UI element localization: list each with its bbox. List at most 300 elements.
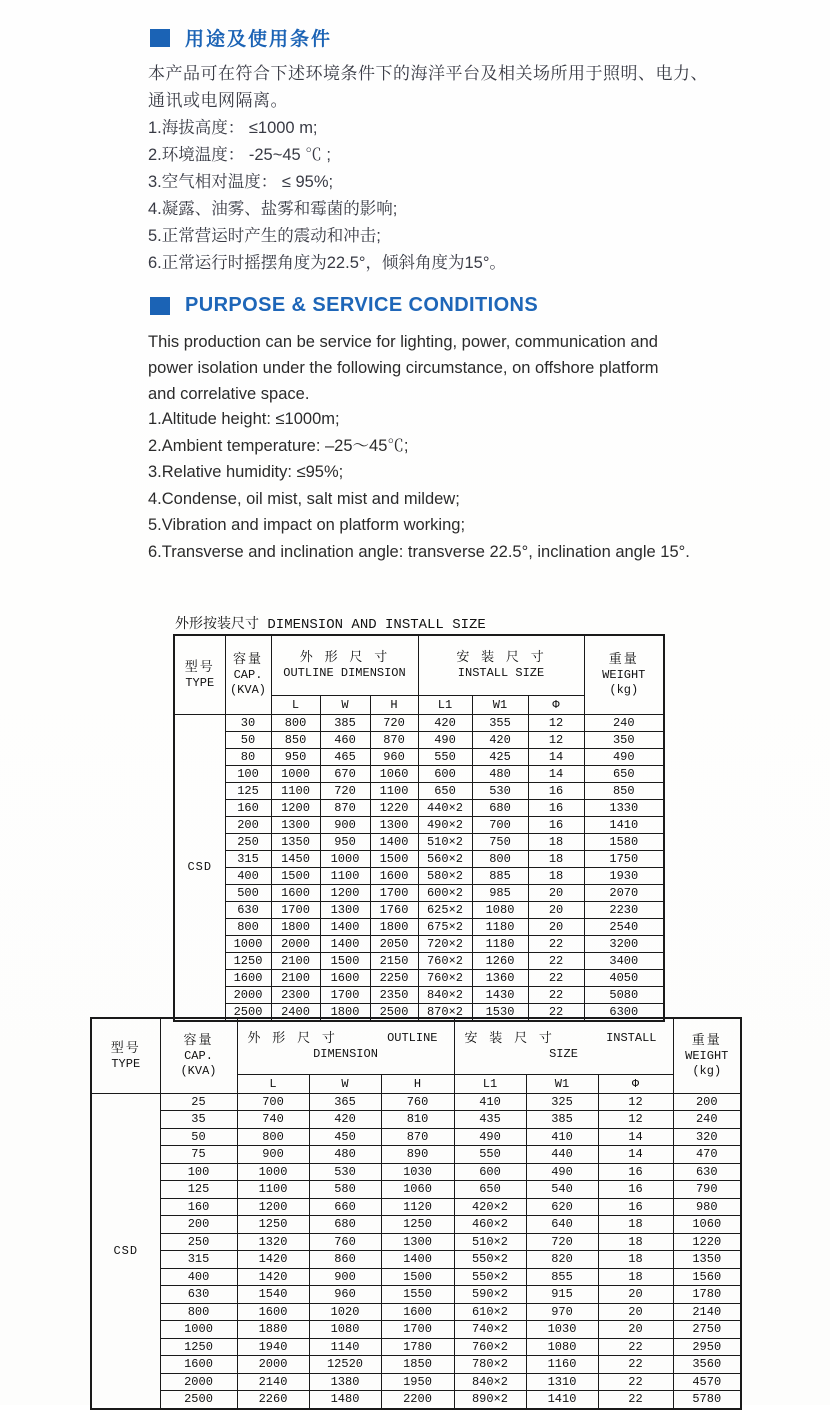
data-cell: 1800	[320, 1003, 370, 1021]
data-cell: 1140	[309, 1338, 381, 1356]
data-cell: 1600	[271, 884, 320, 901]
blue-square-bullet-icon	[150, 29, 170, 47]
data-cell: 2140	[237, 1373, 309, 1391]
data-cell: 2300	[271, 986, 320, 1003]
data-cell: 680	[472, 799, 528, 816]
data-cell: 410	[454, 1093, 526, 1111]
data-cell: 1450	[271, 850, 320, 867]
th-type: 型号 TYPE	[174, 635, 225, 714]
th-weight: 重量 WEIGHT (kg)	[673, 1018, 741, 1093]
data-cell: 2100	[271, 952, 320, 969]
data-cell: 460×2	[454, 1216, 526, 1234]
data-cell: 5080	[584, 986, 664, 1003]
data-cell: 1400	[320, 918, 370, 935]
th-W1: W1	[526, 1074, 598, 1093]
data-cell: 12520	[309, 1356, 381, 1374]
condition-item-cn: 5.正常营运时产生的震动和冲击;	[148, 227, 381, 245]
data-cell: 1030	[526, 1321, 598, 1339]
table-row	[174, 816, 664, 833]
data-cell: 1180	[472, 935, 528, 952]
data-cell: 325	[526, 1093, 598, 1111]
data-cell: 800	[160, 1303, 237, 1321]
data-cell: 75	[160, 1146, 237, 1164]
data-cell: 20	[598, 1286, 673, 1304]
table-row	[174, 799, 664, 816]
data-cell: 890×2	[454, 1391, 526, 1409]
table-row	[174, 918, 664, 935]
data-cell: 1760	[370, 901, 418, 918]
data-cell: 2950	[673, 1338, 741, 1356]
table-row	[91, 1128, 741, 1146]
data-cell: 950	[271, 748, 320, 765]
data-cell: 1330	[584, 799, 664, 816]
data-cell: 80	[225, 748, 271, 765]
data-cell: 465	[320, 748, 370, 765]
data-cell: 1360	[472, 969, 528, 986]
data-cell: 1100	[271, 782, 320, 799]
data-cell: 1350	[271, 833, 320, 850]
data-cell: 440	[526, 1146, 598, 1164]
data-cell: 18	[598, 1251, 673, 1269]
condition-item-en: 3.Relative humidity: ≤95%;	[148, 463, 344, 481]
data-cell: 840×2	[454, 1373, 526, 1391]
data-cell: 600	[418, 765, 472, 782]
table-row	[91, 1198, 741, 1216]
data-cell: 740	[237, 1111, 309, 1129]
data-cell: 650	[584, 765, 664, 782]
condition-item-cn: 6.正常运行时摇摆角度为22.5°，倾斜角度为15°。	[148, 254, 506, 272]
data-cell: 1550	[381, 1286, 454, 1304]
data-cell: 900	[237, 1146, 309, 1164]
data-cell: 18	[598, 1216, 673, 1234]
data-cell: 530	[472, 782, 528, 799]
data-cell: 16	[528, 799, 584, 816]
data-cell: 670	[320, 765, 370, 782]
th-install-size: 安 装 尺 寸 INSTALL SIZE	[454, 1018, 673, 1074]
data-cell: 18	[528, 867, 584, 884]
data-cell: 2260	[237, 1391, 309, 1409]
data-cell: 980	[673, 1198, 741, 1216]
table-row	[91, 1303, 741, 1321]
data-cell: 1350	[673, 1251, 741, 1269]
th-L: L	[271, 695, 320, 714]
th-W: W	[320, 695, 370, 714]
data-cell: 530	[309, 1163, 381, 1181]
data-cell: 800	[472, 850, 528, 867]
data-cell: 1080	[472, 901, 528, 918]
data-cell: 885	[472, 867, 528, 884]
data-cell: 16	[598, 1163, 673, 1181]
paragraph-en: This production can be service for lighting, power, communication and power isolation under the following circumstance, on offshore platform and correlative space.	[148, 333, 659, 403]
type-value-cell: CSD	[174, 714, 225, 1021]
data-cell: 1420	[237, 1268, 309, 1286]
data-cell: 20	[528, 918, 584, 935]
data-cell: 600	[454, 1163, 526, 1181]
data-cell: 100	[225, 765, 271, 782]
data-cell: 20	[598, 1321, 673, 1339]
data-cell: 480	[472, 765, 528, 782]
data-cell: 315	[160, 1251, 237, 1269]
data-cell: 16	[528, 782, 584, 799]
th-outline-dimension: 外 形 尺 寸 OUTLINE DIMENSION	[271, 635, 418, 695]
data-cell: 1200	[320, 884, 370, 901]
dimension-table-2	[90, 1017, 742, 1410]
type-value-cell: CSD	[91, 1093, 160, 1409]
data-cell: 3200	[584, 935, 664, 952]
table-row	[174, 867, 664, 884]
data-cell: 2000	[237, 1356, 309, 1374]
data-cell: 1400	[370, 833, 418, 850]
data-cell: 100	[160, 1163, 237, 1181]
data-cell: 1200	[237, 1198, 309, 1216]
data-cell: 800	[225, 918, 271, 935]
data-cell: 600×2	[418, 884, 472, 901]
table-row	[91, 1216, 741, 1234]
table-row	[174, 765, 664, 782]
th-L1: L1	[454, 1074, 526, 1093]
data-cell: 1560	[673, 1268, 741, 1286]
data-cell: 1300	[320, 901, 370, 918]
data-cell: 700	[237, 1093, 309, 1111]
data-cell: 810	[381, 1111, 454, 1129]
data-cell: 1220	[370, 799, 418, 816]
data-cell: 1750	[584, 850, 664, 867]
data-cell: 1700	[381, 1321, 454, 1339]
section-heading-cn	[150, 24, 332, 51]
th-capacity: 容量 CAP. (KVA)	[160, 1018, 237, 1093]
data-cell: 160	[160, 1198, 237, 1216]
data-cell: 1430	[472, 986, 528, 1003]
data-cell: 1250	[381, 1216, 454, 1234]
data-cell: 460	[320, 731, 370, 748]
data-cell: 1600	[320, 969, 370, 986]
table-row	[174, 986, 664, 1003]
data-cell: 18	[528, 833, 584, 850]
data-cell: 320	[673, 1128, 741, 1146]
data-cell: 1420	[237, 1251, 309, 1269]
data-cell: 490×2	[418, 816, 472, 833]
data-cell: 1200	[271, 799, 320, 816]
data-cell: 1530	[472, 1003, 528, 1021]
data-cell: 1100	[320, 867, 370, 884]
data-cell: 960	[370, 748, 418, 765]
data-cell: 4050	[584, 969, 664, 986]
paragraph-cn: 本产品可在符合下述环境条件下的海洋平台及相关场所用于照明、电力、通讯或电网隔离。	[148, 64, 708, 110]
data-cell: 950	[320, 833, 370, 850]
data-cell: 315	[225, 850, 271, 867]
data-cell: 490	[526, 1163, 598, 1181]
data-cell: 780×2	[454, 1356, 526, 1374]
data-cell: 1540	[237, 1286, 309, 1304]
data-cell: 1800	[271, 918, 320, 935]
data-cell: 1000	[271, 765, 320, 782]
data-cell: 1480	[309, 1391, 381, 1409]
data-cell: 12	[528, 731, 584, 748]
data-cell: 640	[526, 1216, 598, 1234]
data-cell: 420	[309, 1111, 381, 1129]
table-row	[91, 1146, 741, 1164]
conditions-list-en	[148, 406, 690, 565]
data-cell: 200	[225, 816, 271, 833]
th-weight: 重量 WEIGHT (kg)	[584, 635, 664, 714]
data-cell: 820	[526, 1251, 598, 1269]
data-cell: 630	[160, 1286, 237, 1304]
data-cell: 2140	[673, 1303, 741, 1321]
table-row	[174, 748, 664, 765]
data-cell: 410	[526, 1128, 598, 1146]
blue-square-bullet-icon	[150, 297, 170, 315]
data-cell: 2000	[271, 935, 320, 952]
data-cell: 700	[472, 816, 528, 833]
table-row	[91, 1093, 741, 1111]
data-cell: 1800	[370, 918, 418, 935]
data-cell: 870	[381, 1128, 454, 1146]
data-cell: 960	[309, 1286, 381, 1304]
data-cell: 5780	[673, 1391, 741, 1409]
table-row	[174, 714, 664, 731]
table-row	[174, 884, 664, 901]
data-cell: 1310	[526, 1373, 598, 1391]
table-row	[174, 901, 664, 918]
data-cell: 22	[528, 952, 584, 969]
data-cell: 1780	[673, 1286, 741, 1304]
data-cell: 12	[528, 714, 584, 731]
data-cell: 590×2	[454, 1286, 526, 1304]
data-cell: 1400	[381, 1251, 454, 1269]
data-cell: 470	[673, 1146, 741, 1164]
data-cell: 800	[237, 1128, 309, 1146]
table-row	[174, 731, 664, 748]
data-cell: 500	[225, 884, 271, 901]
data-cell: 22	[528, 969, 584, 986]
data-cell: 1250	[160, 1338, 237, 1356]
data-cell: 1930	[584, 867, 664, 884]
data-cell: 680	[309, 1216, 381, 1234]
data-cell: 1060	[370, 765, 418, 782]
th-L1: L1	[418, 695, 472, 714]
data-cell: 1700	[271, 901, 320, 918]
data-cell: 760×2	[418, 969, 472, 986]
data-cell: 970	[526, 1303, 598, 1321]
data-cell: 800	[271, 714, 320, 731]
data-cell: 660	[309, 1198, 381, 1216]
data-cell: 2150	[370, 952, 418, 969]
data-cell: 14	[528, 748, 584, 765]
data-cell: 435	[454, 1111, 526, 1129]
data-cell: 720	[370, 714, 418, 731]
data-cell: 760×2	[454, 1338, 526, 1356]
data-cell: 1600	[237, 1303, 309, 1321]
data-cell: 985	[472, 884, 528, 901]
data-cell: 1080	[526, 1338, 598, 1356]
data-cell: 1780	[381, 1338, 454, 1356]
data-cell: 855	[526, 1268, 598, 1286]
data-cell: 1700	[370, 884, 418, 901]
data-cell: 1220	[673, 1233, 741, 1251]
table-row	[174, 935, 664, 952]
condition-item-cn: 2.环境温度： -25~45 ℃ ;	[148, 146, 331, 164]
data-cell: 22	[528, 1003, 584, 1021]
data-cell: 650	[418, 782, 472, 799]
data-cell: 550×2	[454, 1251, 526, 1269]
data-cell: 610×2	[454, 1303, 526, 1321]
data-cell: 22	[598, 1373, 673, 1391]
section-heading-en	[150, 294, 538, 317]
table-row	[91, 1321, 741, 1339]
data-cell: 1500	[370, 850, 418, 867]
data-cell: 550	[418, 748, 472, 765]
data-cell: 240	[673, 1111, 741, 1129]
data-cell: 12	[598, 1111, 673, 1129]
th-type: 型号 TYPE	[91, 1018, 160, 1093]
data-cell: 1100	[237, 1181, 309, 1199]
data-cell: 355	[472, 714, 528, 731]
data-cell: 1300	[370, 816, 418, 833]
data-cell: 675×2	[418, 918, 472, 935]
data-cell: 22	[598, 1391, 673, 1409]
data-cell: 1260	[472, 952, 528, 969]
data-cell: 915	[526, 1286, 598, 1304]
data-cell: 890	[381, 1146, 454, 1164]
data-cell: 2750	[673, 1321, 741, 1339]
data-cell: 22	[598, 1356, 673, 1374]
data-cell: 14	[598, 1128, 673, 1146]
table-row	[174, 850, 664, 867]
data-cell: 510×2	[454, 1233, 526, 1251]
table-row	[91, 1338, 741, 1356]
data-cell: 2000	[225, 986, 271, 1003]
data-cell: 2250	[370, 969, 418, 986]
data-cell: 1600	[225, 969, 271, 986]
data-cell: 4570	[673, 1373, 741, 1391]
table-row	[91, 1163, 741, 1181]
th-outline-dimension: 外 形 尺 寸 OUTLINE DIMENSION	[237, 1018, 454, 1074]
data-cell: 510×2	[418, 833, 472, 850]
dimension-table-1	[173, 634, 665, 1022]
data-cell: 900	[309, 1268, 381, 1286]
data-cell: 2200	[381, 1391, 454, 1409]
data-cell: 1250	[237, 1216, 309, 1234]
data-cell: 2070	[584, 884, 664, 901]
data-cell: 790	[673, 1181, 741, 1199]
data-cell: 18	[598, 1233, 673, 1251]
data-cell: 16	[598, 1181, 673, 1199]
data-cell: 1300	[381, 1233, 454, 1251]
data-cell: 625×2	[418, 901, 472, 918]
conditions-list-cn	[148, 115, 506, 277]
th-phi: Φ	[598, 1074, 673, 1093]
data-cell: 1320	[237, 1233, 309, 1251]
data-cell: 550	[454, 1146, 526, 1164]
table-row	[174, 969, 664, 986]
data-cell: 1060	[381, 1181, 454, 1199]
data-cell: 1410	[526, 1391, 598, 1409]
data-cell: 125	[160, 1181, 237, 1199]
data-cell: 2000	[160, 1373, 237, 1391]
data-cell: 1500	[320, 952, 370, 969]
table-row	[91, 1111, 741, 1129]
data-cell: 850	[271, 731, 320, 748]
data-cell: 720	[526, 1233, 598, 1251]
data-cell: 6300	[584, 1003, 664, 1021]
data-cell: 630	[673, 1163, 741, 1181]
table-row	[91, 1233, 741, 1251]
data-cell: 1160	[526, 1356, 598, 1374]
th-W1: W1	[472, 695, 528, 714]
data-cell: 1300	[271, 816, 320, 833]
data-cell: 1120	[381, 1198, 454, 1216]
data-cell: 425	[472, 748, 528, 765]
th-H: H	[370, 695, 418, 714]
data-cell: 1180	[472, 918, 528, 935]
data-cell: 1410	[584, 816, 664, 833]
data-cell: 1000	[320, 850, 370, 867]
data-cell: 400	[160, 1268, 237, 1286]
data-cell: 490	[584, 748, 664, 765]
data-cell: 385	[320, 714, 370, 731]
data-cell: 480	[309, 1146, 381, 1164]
th-install-size: 安 装 尺 寸 INSTALL SIZE	[418, 635, 584, 695]
table-row	[91, 1181, 741, 1199]
data-cell: 420×2	[454, 1198, 526, 1216]
data-cell: 1500	[271, 867, 320, 884]
data-cell: 490	[454, 1128, 526, 1146]
data-cell: 3400	[584, 952, 664, 969]
table-row	[91, 1356, 741, 1374]
table-row	[91, 1251, 741, 1269]
table-row	[91, 1391, 741, 1409]
table-row	[174, 833, 664, 850]
data-cell: 18	[528, 850, 584, 867]
data-cell: 870×2	[418, 1003, 472, 1021]
data-cell: 18	[598, 1268, 673, 1286]
table1-block	[173, 613, 665, 1022]
data-cell: 22	[528, 935, 584, 952]
data-cell: 760×2	[418, 952, 472, 969]
condition-item-cn: 4.凝露、油雾、盐雾和霉菌的影响;	[148, 200, 398, 218]
data-cell: 1100	[370, 782, 418, 799]
data-cell: 22	[598, 1338, 673, 1356]
data-cell: 1600	[381, 1303, 454, 1321]
data-cell: 2500	[225, 1003, 271, 1021]
data-cell: 125	[225, 782, 271, 799]
condition-item-en: 4.Condense, oil mist, salt mist and mildew;	[148, 489, 460, 508]
data-cell: 440×2	[418, 799, 472, 816]
data-cell: 385	[526, 1111, 598, 1129]
data-cell: 2500	[160, 1391, 237, 1409]
data-cell: 550×2	[454, 1268, 526, 1286]
data-cell: 840×2	[418, 986, 472, 1003]
data-cell: 1600	[370, 867, 418, 884]
data-cell: 30	[225, 714, 271, 731]
table-row	[174, 782, 664, 799]
data-cell: 740×2	[454, 1321, 526, 1339]
table-row	[91, 1373, 741, 1391]
condition-item-en: 6.Transverse and inclination angle: transverse 22.5°, inclination angle 15°.	[148, 542, 690, 561]
condition-item-cn: 1.海拔高度： ≤1000 m;	[148, 119, 318, 137]
data-cell: 14	[528, 765, 584, 782]
table2-block	[90, 1017, 742, 1410]
data-cell: 1850	[381, 1356, 454, 1374]
data-cell: 1380	[309, 1373, 381, 1391]
data-cell: 1080	[309, 1321, 381, 1339]
data-cell: 760	[381, 1093, 454, 1111]
data-cell: 1400	[320, 935, 370, 952]
data-cell: 240	[584, 714, 664, 731]
data-cell: 870	[320, 799, 370, 816]
data-cell: 620	[526, 1198, 598, 1216]
data-cell: 20	[528, 884, 584, 901]
